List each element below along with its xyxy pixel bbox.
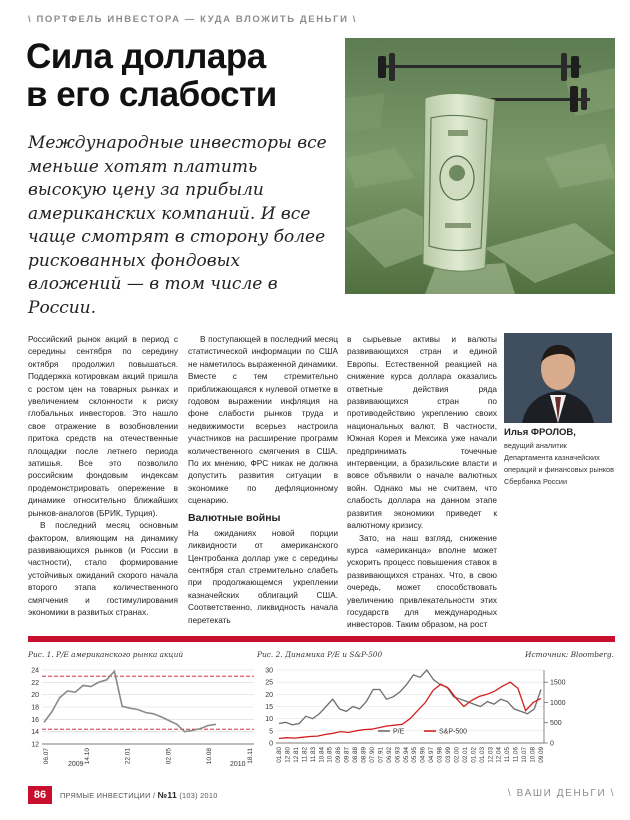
y-tick-label: 24 — [31, 667, 39, 675]
x-tick-label: 10.08 — [529, 747, 537, 763]
x-tick-label: 10.08 — [206, 748, 214, 765]
year-label: 2009 — [68, 761, 84, 768]
year-label: 2010 — [230, 761, 246, 768]
x-tick-label: 06.92 — [385, 747, 393, 763]
chart-2-title: Рис. 2. Динамика P/E и S&P-500 — [257, 650, 383, 659]
chart-1-title: Рис. 1. P/E американского рынка акций — [28, 650, 184, 659]
x-tick-label: 02.05 — [165, 748, 173, 765]
x-tick-label: 18.11 — [247, 748, 254, 764]
subheading: Валютные войны — [188, 511, 281, 524]
x-tick-label: 01.03 — [478, 747, 486, 763]
headline-line-2: в его слабости — [26, 75, 277, 114]
x-tick-label: 07.90 — [368, 747, 376, 763]
x-tick-label: 11.05 — [504, 747, 512, 763]
y-tick-label: 10 — [265, 716, 273, 724]
footer-section: \ ВАШИ ДЕНЬГИ \ — [507, 788, 615, 799]
x-tick-label: 08.88 — [352, 747, 360, 763]
x-tick-label: 05.94 — [402, 747, 410, 763]
issue-number: №11 — [157, 790, 177, 800]
author-photo — [504, 333, 612, 423]
x-tick-label: 10.07 — [521, 747, 529, 763]
paragraph: Зато, на наш взгляд, снижение курса «американца» вполне может ускорить процесс повышения ставок в развивающихся странах. Что, в свою очередь, может способствовать увеличению привлекательности этих государств для международных инвесторов. Таким образом, на рост — [347, 532, 497, 630]
x-tick-label: 14.10 — [83, 748, 91, 765]
section-rubric: \ ПОРТФЕЛЬ ИНВЕСТОРА — КУДА ВЛОЖИТЬ ДЕНЬГИ \ — [28, 14, 357, 25]
x-tick-label: 12.03 — [487, 747, 495, 763]
series-line-pe — [279, 670, 541, 725]
x-tick-label: 12.80 — [284, 747, 292, 763]
y-tick-label: 20 — [265, 691, 273, 699]
page-footer — [28, 786, 615, 806]
x-tick-label: 09.86 — [335, 747, 343, 763]
dollar-barbell-illustration — [345, 38, 615, 294]
headline-line-1: Сила доллара — [26, 37, 266, 76]
x-tick-label: 02.00 — [453, 747, 461, 763]
x-tick-label: 11.83 — [309, 747, 317, 763]
y-tick-label: 15 — [265, 704, 273, 711]
author-role: ведущий аналитик Департамента казначейских операций и финансовых рынков Сбербанка России — [504, 441, 614, 486]
y-tick-label: 22 — [31, 679, 39, 687]
paragraph: В последний месяц основным фактором, влияющим на динамику развивающихся рынков (и России в частности), стало формирование устойчивых ожиданий скорого начала второго этапа количественного смягчения и гостимулирования экономики в развитых странах. — [28, 520, 178, 617]
x-tick-label: 04.96 — [419, 747, 427, 763]
x-tick-label: 09.87 — [343, 747, 351, 763]
magazine-name: ПРЯМЫЕ ИНВЕСТИЦИИ / — [60, 791, 156, 800]
y2-tick-label: 0 — [550, 740, 554, 748]
x-tick-label: 10.85 — [326, 747, 334, 763]
y-tick-label: 14 — [31, 729, 39, 737]
headline — [26, 38, 326, 114]
lead-paragraph: Международные инвесторы все меньше хотят платить высокую цену за прибыли американских компаний. И все чаще смотрят в сторону более рискованных фондовых вложений — в том числе в России. — [28, 133, 327, 318]
series-line-sp500 — [279, 682, 541, 738]
article-column-1 — [28, 333, 178, 618]
y2-tick-label: 1500 — [550, 679, 566, 687]
x-tick-label: 10.84 — [318, 747, 326, 763]
magazine-credit — [60, 790, 218, 800]
x-tick-label: 06.93 — [394, 747, 402, 763]
y-tick-label: 20 — [31, 692, 39, 700]
dollar-barbell-photo — [345, 38, 615, 294]
charts-divider — [28, 636, 615, 642]
chart-2-source: Источник: Bloomberg. — [525, 650, 614, 659]
x-tick-label: 09.09 — [538, 747, 545, 763]
pe-us-chart — [26, 660, 256, 782]
x-tick-label: 05.95 — [411, 747, 419, 763]
issue-year: (103) 2010 — [179, 791, 218, 800]
paragraph: в сырьевые активы и валюты развивающихся стран и единой Европы. Естественной реакцией на снижение курса доллара оказались ответные действия ряда развивающихся стран по противодействию укреплению своих национальных валют. В частности, Южная Корея и Мексика уже начали предпринимать точечные интервенции, а бразильские власти и вовсе объявили о начале валютных войн. Однако мы не считаем, что слабость доллара на данном этапе развития экономики приведет к валютному кризису. — [347, 334, 497, 531]
y-tick-label: 30 — [265, 667, 273, 675]
page-number: 86 — [28, 786, 52, 804]
pe-series-line — [44, 671, 216, 732]
article-column-3 — [347, 333, 497, 631]
x-tick-label: 11.82 — [301, 747, 309, 763]
x-tick-label: 01.02 — [470, 747, 478, 763]
x-tick-label: 11.06 — [512, 747, 520, 763]
x-tick-label: 22.01 — [124, 748, 132, 765]
y2-tick-label: 1000 — [550, 699, 566, 707]
x-tick-label: 12.81 — [292, 747, 300, 763]
paragraph: На ожиданиях новой порции ликвидности от американского Центробанка доллар уже с середины сентября стал стремительно слабеть при продолжающемся укреплении казначейских облигаций США. Соответственно, ликвидность начала перетекать — [188, 527, 338, 625]
y-tick-label: 12 — [31, 741, 39, 749]
x-tick-label: 01.80 — [276, 747, 283, 763]
x-tick-label: 04.97 — [428, 747, 436, 763]
x-tick-label: 06.07 — [43, 748, 50, 765]
y-tick-label: 0 — [269, 740, 273, 748]
author-name: Илья ФРОЛОВ, — [504, 427, 576, 438]
y-tick-label: 5 — [269, 728, 273, 736]
author-portrait — [504, 333, 612, 423]
x-tick-label: 08.89 — [360, 747, 368, 763]
paragraph: В поступающей в последний месяц статистической информации по США не наметилось выраженной динамики. Вместе с тем стремительно приближающаяся к нулевой отметке в годовом выражении инфляция на фоне слабости рынков труда и недвижимости всерьез настроила участников на расширение программ количественного смягчения в США. По их мнению, ФРС никак не должна допустить развития ситуации в экономике по дефляционному сценарию. — [188, 334, 338, 506]
legend-label: P/E — [393, 728, 405, 736]
x-tick-label: 07.91 — [377, 747, 385, 763]
y-tick-label: 18 — [31, 704, 39, 712]
article-column-2 — [188, 333, 338, 626]
pe-sp500-chart — [258, 660, 616, 782]
y-tick-label: 16 — [31, 716, 39, 724]
x-tick-label: 02.01 — [461, 747, 469, 763]
x-tick-label: 03.99 — [445, 747, 453, 763]
x-tick-label: 12.04 — [495, 747, 503, 763]
paragraph: Российский рынок акций в период с середины сентября по середину октября продолжил повышаться. Поддержка котировкам акций пришла с ростом цен на товарных рынках и увеличением склонности к риску глобальных инвесторов. Это нашло свое отражение в возобновлении притока средств на отечественные площадки после летнего периода затишья. Все это позволило российским фондовым индексам продемонстрировать опережение в динамике относительно ближайших рынков-аналогов (БРИК, Турция). — [28, 334, 178, 518]
legend-label: S&P-500 — [439, 728, 468, 736]
x-tick-label: 03.98 — [436, 747, 444, 763]
y2-tick-label: 500 — [550, 720, 562, 728]
y-tick-label: 25 — [265, 679, 273, 687]
